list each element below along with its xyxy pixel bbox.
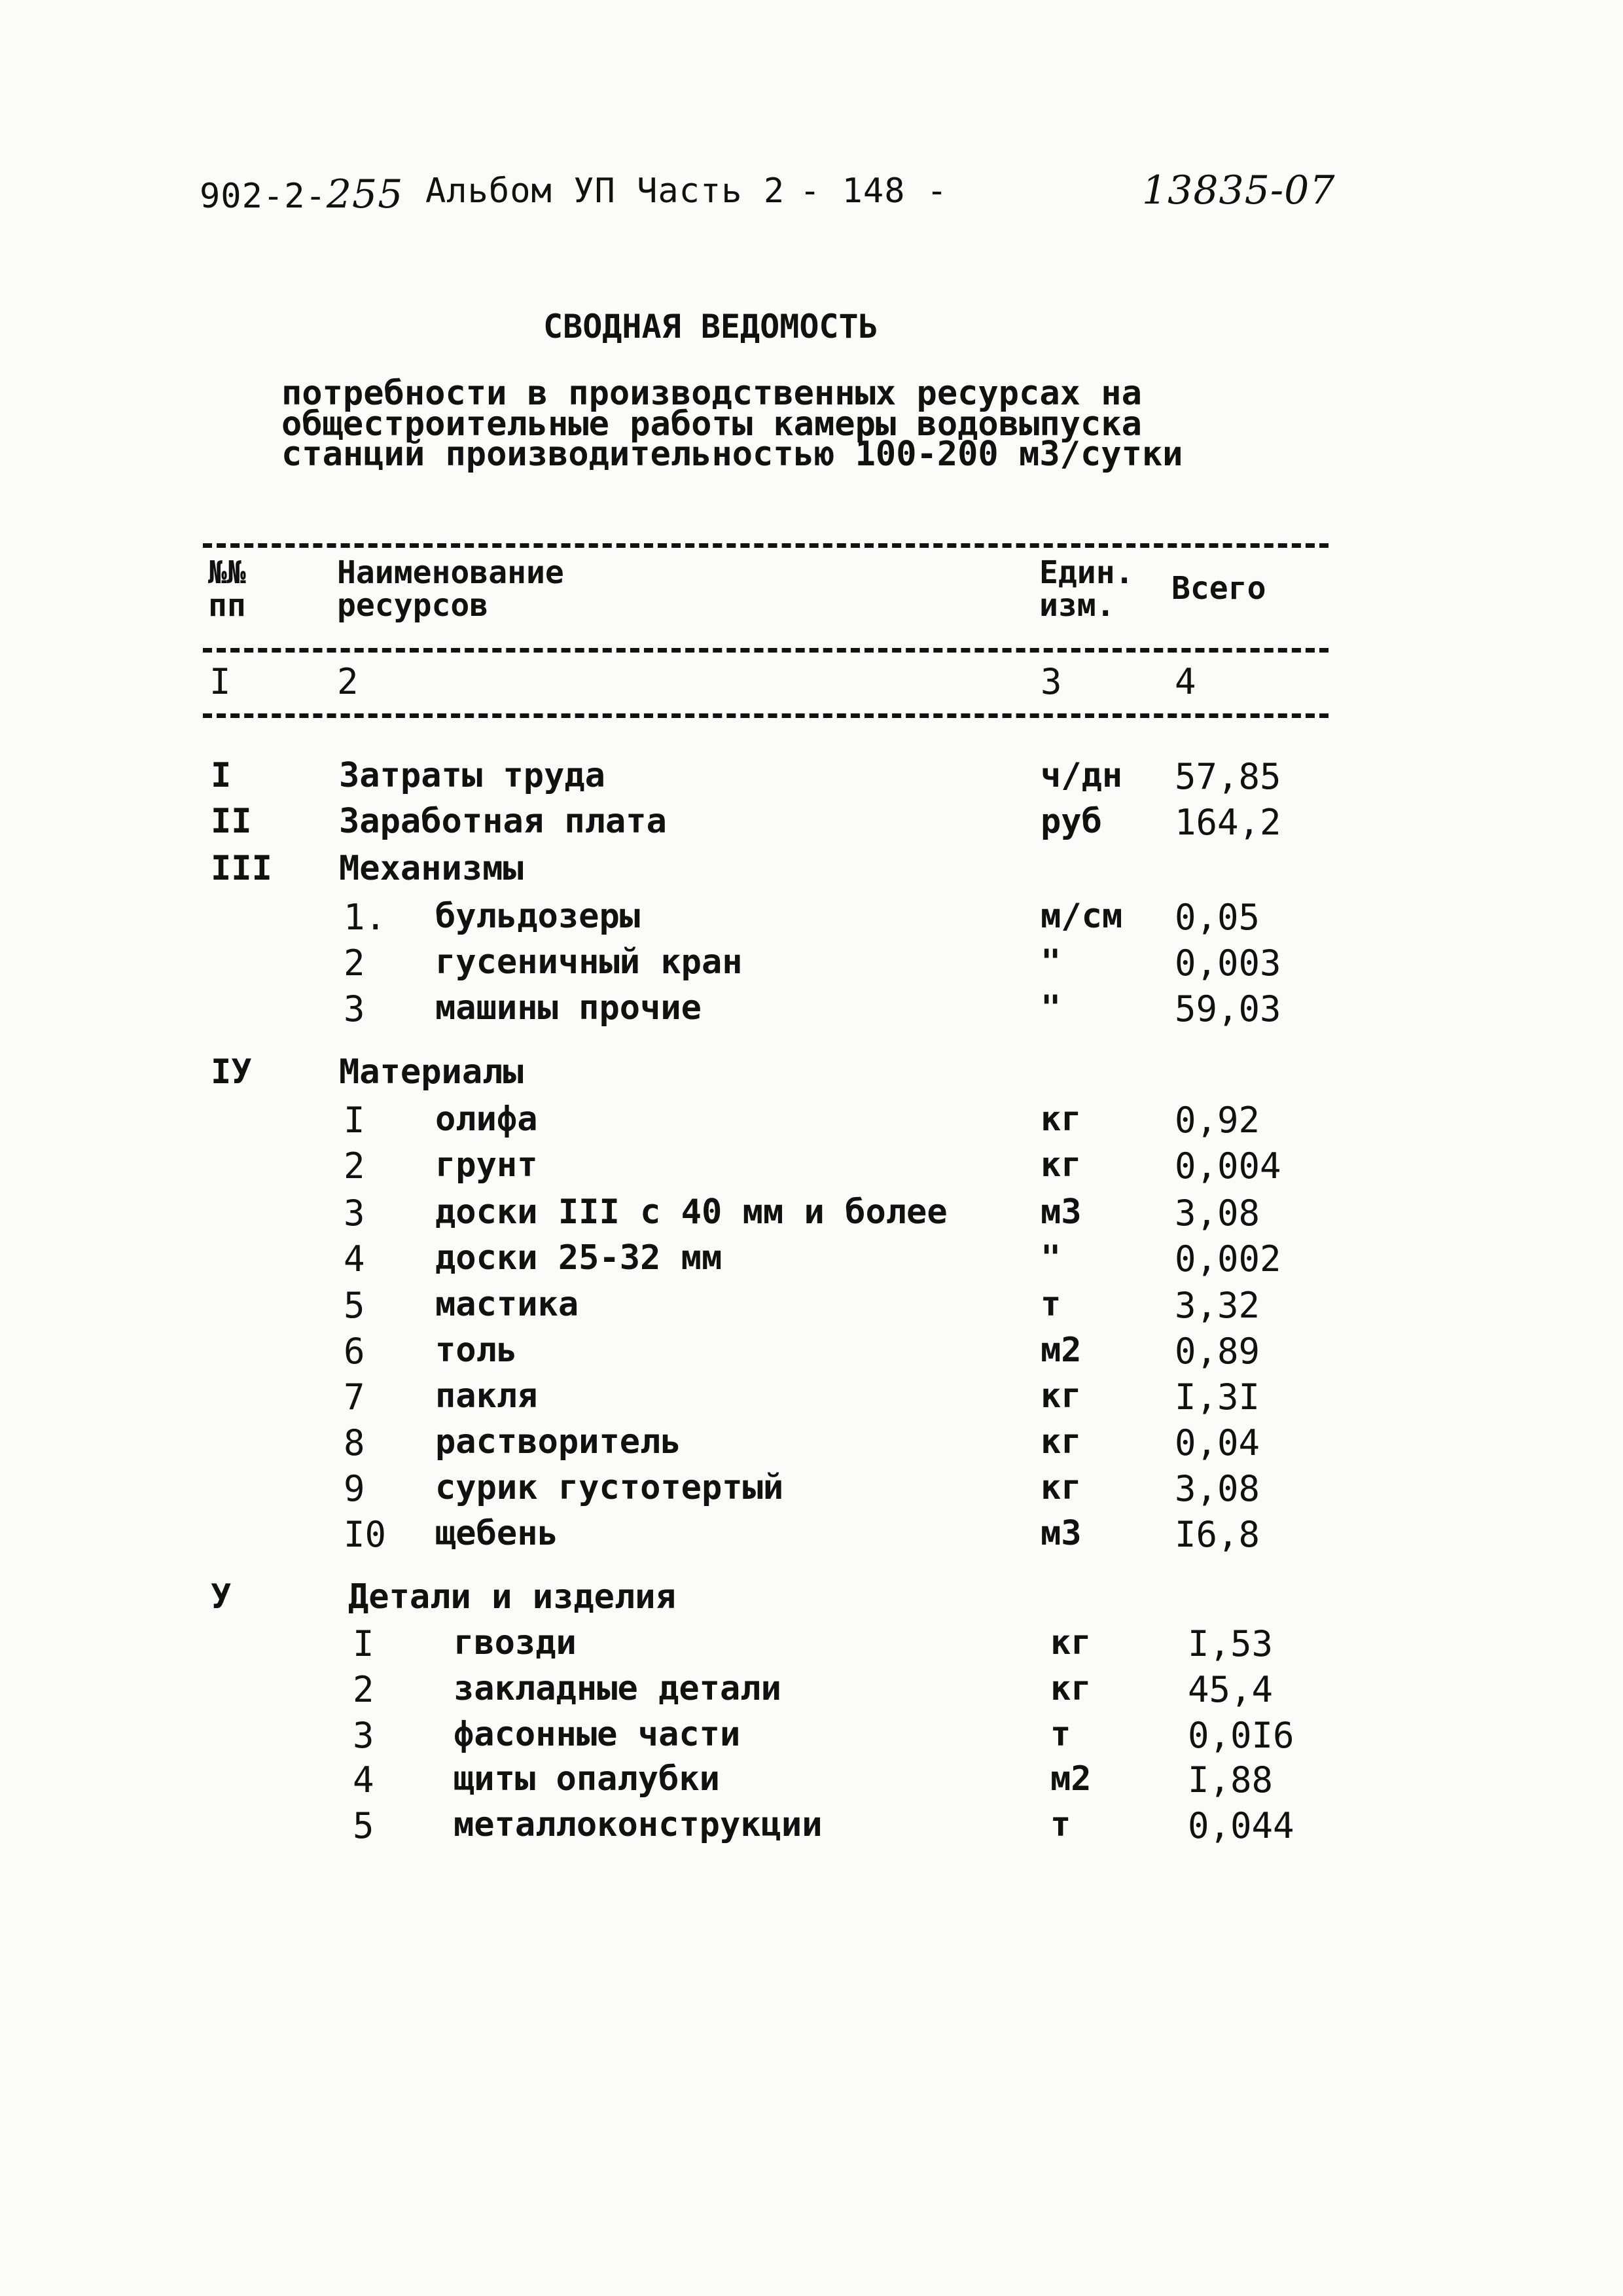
row-item-name: щебень — [435, 1514, 558, 1553]
col-number-1: I — [209, 661, 231, 702]
row-unit: кг — [1041, 1468, 1082, 1507]
row-unit: т — [1050, 1805, 1071, 1844]
row-item-number: 1. — [344, 897, 387, 938]
row-total: 3,32 — [1175, 1285, 1260, 1326]
header-name: Наименование ресурсов — [337, 554, 564, 624]
row-item-number: 7 — [344, 1376, 365, 1418]
row-item-name: металлоконструкции — [454, 1805, 823, 1844]
header-num: №№ пп — [208, 554, 246, 624]
row-item-name: толь — [435, 1331, 518, 1370]
header-total: Всего — [1171, 570, 1266, 607]
row-item-name: доски III с 40 мм и более — [435, 1193, 948, 1232]
subtitle-line-2: общестроительные работы камеры водовыпуска — [281, 404, 1142, 444]
row-unit: " — [1041, 1238, 1061, 1278]
row-total: 0,044 — [1188, 1805, 1294, 1846]
row-unit: м3 — [1041, 1514, 1082, 1553]
row-item-number: 2 — [353, 1669, 374, 1710]
row-item-number: I0 — [344, 1514, 387, 1555]
row-item-number: 8 — [344, 1422, 365, 1463]
subtitle-line-3: станций производительностью 100-200 м3/сутки — [281, 435, 1183, 474]
row-item-number: 3 — [344, 988, 365, 1030]
document-code — [200, 171, 403, 217]
row-unit: руб — [1041, 802, 1102, 841]
row-unit: т — [1041, 1285, 1061, 1324]
row-item-number: I — [353, 1623, 374, 1664]
row-section-number: IУ — [211, 1052, 252, 1092]
table-top-rule — [203, 543, 1329, 548]
row-item-number: 5 — [353, 1805, 374, 1846]
row-unit: кг — [1041, 1422, 1082, 1462]
row-item-number: 3 — [353, 1715, 374, 1756]
row-unit: кг — [1041, 1145, 1082, 1185]
row-total: 57,85 — [1175, 756, 1281, 797]
row-item-number: 2 — [344, 942, 365, 984]
row-total: 0,003 — [1175, 942, 1281, 984]
row-item-number: I — [344, 1100, 365, 1141]
row-total: 45,4 — [1188, 1669, 1274, 1710]
row-section-name: Детали и изделия — [348, 1577, 676, 1617]
row-total: I6,8 — [1175, 1514, 1260, 1555]
row-item-name: гвозди — [454, 1623, 577, 1662]
row-total: 0,05 — [1175, 897, 1260, 938]
subtitle-line-1: потребности в производственных ресурсах на — [281, 374, 1142, 413]
row-section-number: II — [211, 802, 252, 841]
row-section-number: I — [211, 756, 232, 795]
row-total: 164,2 — [1175, 802, 1281, 843]
row-item-name: гусеничный кран — [435, 942, 743, 982]
row-unit: кг — [1041, 1376, 1082, 1416]
album-label: Альбом УП Часть 2 — [425, 171, 785, 211]
inventory-number-handwritten: 13835-07 — [1142, 168, 1336, 213]
row-item-name: закладные детали — [454, 1669, 781, 1708]
row-unit: м/см — [1041, 897, 1123, 936]
row-total: 3,08 — [1175, 1468, 1260, 1509]
row-item-number: 9 — [344, 1468, 365, 1509]
row-item-number: 5 — [344, 1285, 365, 1326]
row-unit: т — [1050, 1715, 1071, 1754]
document-code-prefix: 902-2- — [200, 177, 327, 216]
row-section-name: Механизмы — [339, 849, 524, 888]
row-total: 0,004 — [1175, 1145, 1281, 1187]
table-header-rule — [203, 648, 1329, 653]
col-number-2: 2 — [337, 661, 359, 702]
col-number-4: 4 — [1175, 661, 1196, 702]
page-title: СВОДНАЯ ВЕДОМОСТЬ — [543, 308, 878, 346]
row-item-name: машины прочие — [435, 988, 702, 1028]
row-unit: ч/дн — [1041, 756, 1123, 795]
row-unit: " — [1041, 942, 1061, 982]
row-item-name: доски 25-32 мм — [435, 1238, 722, 1278]
page-number: - 148 - — [800, 171, 948, 211]
row-item-number: 6 — [344, 1331, 365, 1372]
row-unit: м2 — [1041, 1331, 1082, 1370]
row-item-number: 2 — [344, 1145, 365, 1187]
table-body-rule — [203, 713, 1329, 718]
row-item-name: фасонные части — [454, 1715, 741, 1754]
row-unit: м2 — [1050, 1759, 1092, 1799]
row-section-name: Затраты труда — [339, 756, 605, 795]
row-item-name: мастика — [435, 1285, 579, 1324]
row-section-name: Заработная плата — [339, 802, 667, 841]
row-total: I,3I — [1175, 1376, 1260, 1418]
row-total: 0,0I6 — [1188, 1715, 1294, 1756]
row-total: 0,04 — [1175, 1422, 1260, 1463]
row-unit: кг — [1050, 1623, 1092, 1662]
row-item-number: 3 — [344, 1193, 365, 1234]
row-unit: кг — [1050, 1669, 1092, 1708]
row-unit: м3 — [1041, 1193, 1082, 1232]
row-total: 0,002 — [1175, 1238, 1281, 1280]
row-unit: кг — [1041, 1100, 1082, 1139]
row-item-name: олифа — [435, 1100, 538, 1139]
header-unit: Един. изм. — [1039, 554, 1134, 624]
row-section-name: Материалы — [339, 1052, 524, 1092]
row-section-number: III — [211, 849, 272, 888]
row-total: 59,03 — [1175, 988, 1281, 1030]
row-item-number: 4 — [344, 1238, 365, 1280]
row-total: 0,89 — [1175, 1331, 1260, 1372]
row-total: 3,08 — [1175, 1193, 1260, 1234]
row-item-name: сурик густотертый — [435, 1468, 784, 1507]
row-item-name: грунт — [435, 1145, 538, 1185]
row-total: I,88 — [1188, 1759, 1274, 1801]
document-code-handwritten: 255 — [326, 171, 404, 217]
row-item-name: щиты опалубки — [454, 1759, 720, 1799]
col-number-3: 3 — [1041, 661, 1062, 702]
row-total: 0,92 — [1175, 1100, 1260, 1141]
row-item-name: бульдозеры — [435, 897, 641, 936]
row-item-name: пакля — [435, 1376, 538, 1416]
row-unit: " — [1041, 988, 1061, 1028]
row-item-number: 4 — [353, 1759, 374, 1801]
row-total: I,53 — [1188, 1623, 1274, 1664]
row-item-name: растворитель — [435, 1422, 681, 1462]
row-section-number: У — [211, 1577, 232, 1617]
